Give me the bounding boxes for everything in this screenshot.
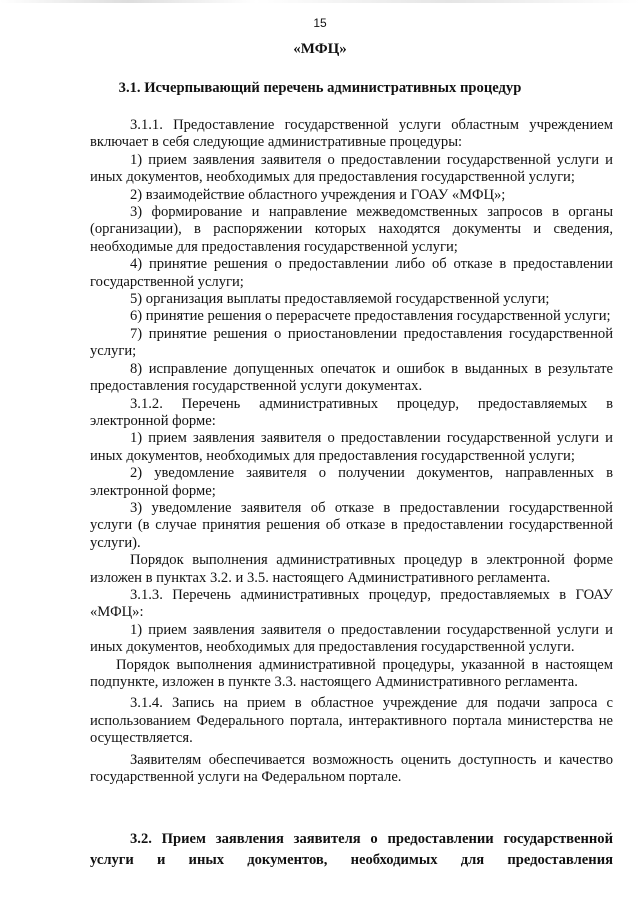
paragraph: Порядок выполнения административных процедур в электронной форме изложен в пунктах 3.2. и 3.5. настоящего Административного регламента. [90, 552, 613, 586]
paragraph: 1) прием заявления заявителя о предоставлении государственной услуги и иных документов, необходимых для предоставления государственной услуги; [90, 430, 613, 464]
section-title: 3.1. Исчерпывающий перечень административных процедур [118, 80, 522, 96]
paragraph: Заявителям обеспечивается возможность оценить доступность и качество государственной услуги на Федеральном портале. [90, 751, 613, 786]
paragraph: 2) взаимодействие областного учреждения и ГОАУ «МФЦ»; [130, 186, 506, 203]
paragraph: 3.1.3. Перечень административных процедур, предоставляемых в ГОАУ «МФЦ»: [90, 586, 613, 621]
next-section-line: 3.2. Прием заявления заявителя о предоставлении государственной [130, 831, 613, 847]
paragraph: 7) принятие решения о приостановлении предоставления государственной услуги; [90, 325, 613, 360]
scan-edge [0, 0, 640, 3]
paragraph: 3) формирование и направление межведомственных запросов в органы (организации), в распоряжении которых находятся документы и сведения, необходимые для предоставления государственной услуги; [90, 204, 613, 255]
next-section-heading [90, 829, 613, 871]
paragraph: 3.1.4. Запись на прием в областное учреждение для подачи запроса с использованием Федерального портала, интерактивного портала министерства не осуществляется. [90, 695, 613, 747]
paragraph: 3) уведомление заявителя об отказе в предоставлении государственной услуги (в случае принятия решения об отказе в предоставлении государственной услуги). [90, 499, 613, 551]
paragraph: 1) прием заявления заявителя о предоставлении государственной услуги и иных документов, необходимых для предоставления государственной услуги; [90, 151, 613, 186]
paragraph: 3.1.2. Перечень административных процедур, предоставляемых в электронной форме: [90, 395, 613, 429]
document-body [90, 117, 613, 786]
page-number: 15 [313, 16, 327, 30]
paragraph: 1) прием заявления заявителя о предоставлении государственной услуги и иных документов, необходимых для предоставления государственной услуги. [90, 621, 613, 656]
next-section-line: услуги и иных документов, необходимых для предоставления [90, 852, 613, 868]
paragraph: 8) исправление допущенных опечаток и ошибок в выданных в результате предоставления государственной услуги документах. [90, 360, 613, 395]
document-header: «МФЦ» [293, 41, 347, 57]
paragraph: 4) принятие решения о предоставлении либо об отказе в предоставлении государственной услуги; [90, 256, 613, 290]
paragraph: 2) уведомление заявителя о получении документов, направленных в электронной форме; [90, 465, 613, 499]
paragraph: 5) организация выплаты предоставляемой государственной услуги; [130, 291, 550, 308]
paragraph: 3.1.1. Предоставление государственной услуги областным учреждением включает в себя следующие административные процедуры: [90, 117, 613, 151]
paragraph: 6) принятие решения о перерасчете предоставления государственной услуги; [130, 308, 611, 325]
paragraph: Порядок выполнения административной процедуры, указанной в настоящем подпункте, изложен в пункте 3.3. настоящего Административного регламента. [90, 656, 613, 690]
